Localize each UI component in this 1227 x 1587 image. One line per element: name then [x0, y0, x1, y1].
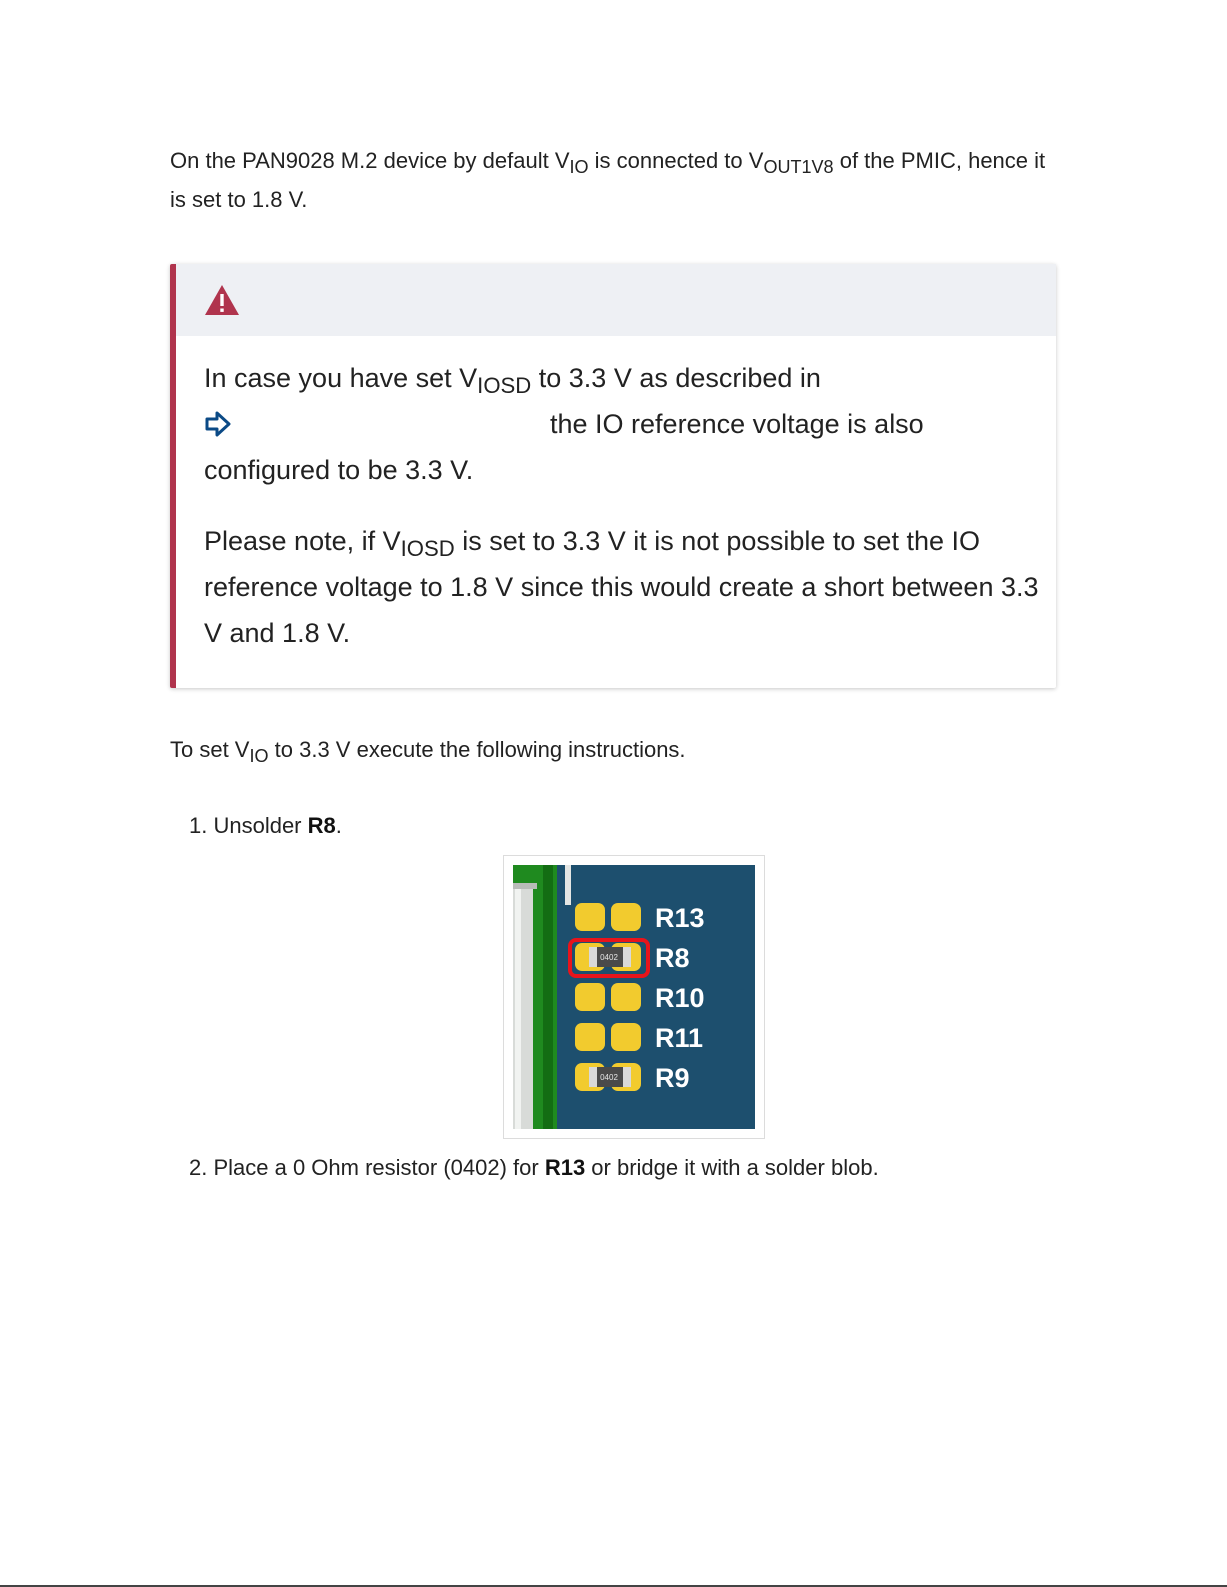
silkscreen-line [565, 865, 571, 905]
warning-subscript: IOSD [400, 536, 455, 562]
warning-paragraph [204, 355, 1044, 493]
intro-subscript: OUT1V8 [763, 157, 834, 178]
pcb-figure [503, 855, 765, 1139]
instruction-text: To set V [170, 737, 250, 762]
component-label: R9 [655, 1063, 690, 1093]
instruction-paragraph [170, 730, 1050, 769]
instruction-subscript: IO [249, 746, 269, 767]
solder-pad [575, 903, 605, 931]
resistor-chip [589, 947, 631, 967]
instruction-text: to 3.3 V execute the following instructions. [268, 737, 686, 762]
step-text: . [335, 813, 342, 838]
step-text: Place a 0 Ohm resistor (0402) for [213, 1155, 545, 1180]
chip-marking: 0402 [600, 1073, 618, 1082]
warning-header [176, 264, 1056, 336]
intro-text: On the PAN9028 M.2 device by default V [170, 148, 570, 173]
intro-text: is connected to V [588, 148, 764, 173]
step-component: R8 [307, 813, 336, 838]
warning-text: the IO reference voltage is also configured to be 3.3 V. [204, 409, 924, 485]
step-component: R13 [544, 1155, 586, 1180]
step-text: or bridge it with a solder blob. [585, 1155, 879, 1180]
resistor-chip [589, 1067, 631, 1087]
solder-pad [611, 903, 641, 931]
step-text: Unsolder [213, 813, 308, 838]
arrow-right-icon[interactable] [204, 411, 232, 437]
step-list [189, 1151, 879, 1185]
step-list [189, 809, 342, 843]
pcb-image [513, 865, 755, 1129]
warning-admonition [170, 264, 1056, 688]
chip-marking: 0402 [600, 953, 618, 962]
step-number: 2. [189, 1155, 214, 1180]
step-number: 1. [189, 813, 214, 838]
intro-paragraph [170, 141, 1050, 219]
solder-pad [611, 1023, 641, 1051]
component-label: R13 [655, 903, 705, 933]
warning-text: to 3.3 V as described in [531, 363, 821, 393]
warning-body [204, 355, 1044, 656]
warning-text: is set to 3.3 V it is not possible to set the IO reference voltage to 1.8 V since this would create a short between 3.3 V and 1.8 V. [204, 526, 1039, 648]
warning-text: Please note, if V [204, 526, 401, 556]
intro-subscript: IO [569, 157, 589, 178]
intro-text: of the PMIC, hence it is set to 1.8 V. [170, 148, 1046, 212]
solder-pad [611, 983, 641, 1011]
list-item [189, 809, 342, 843]
warning-paragraph [204, 518, 1044, 656]
component-label: R8 [655, 943, 690, 973]
list-item [189, 1151, 879, 1185]
component-label: R10 [655, 983, 705, 1013]
warning-text: In case you have set V [204, 363, 478, 393]
warning-triangle-icon [204, 284, 240, 316]
component-label: R11 [655, 1023, 704, 1053]
warning-subscript: IOSD [477, 373, 532, 399]
solder-pad [575, 1023, 605, 1051]
solder-pad [575, 983, 605, 1011]
